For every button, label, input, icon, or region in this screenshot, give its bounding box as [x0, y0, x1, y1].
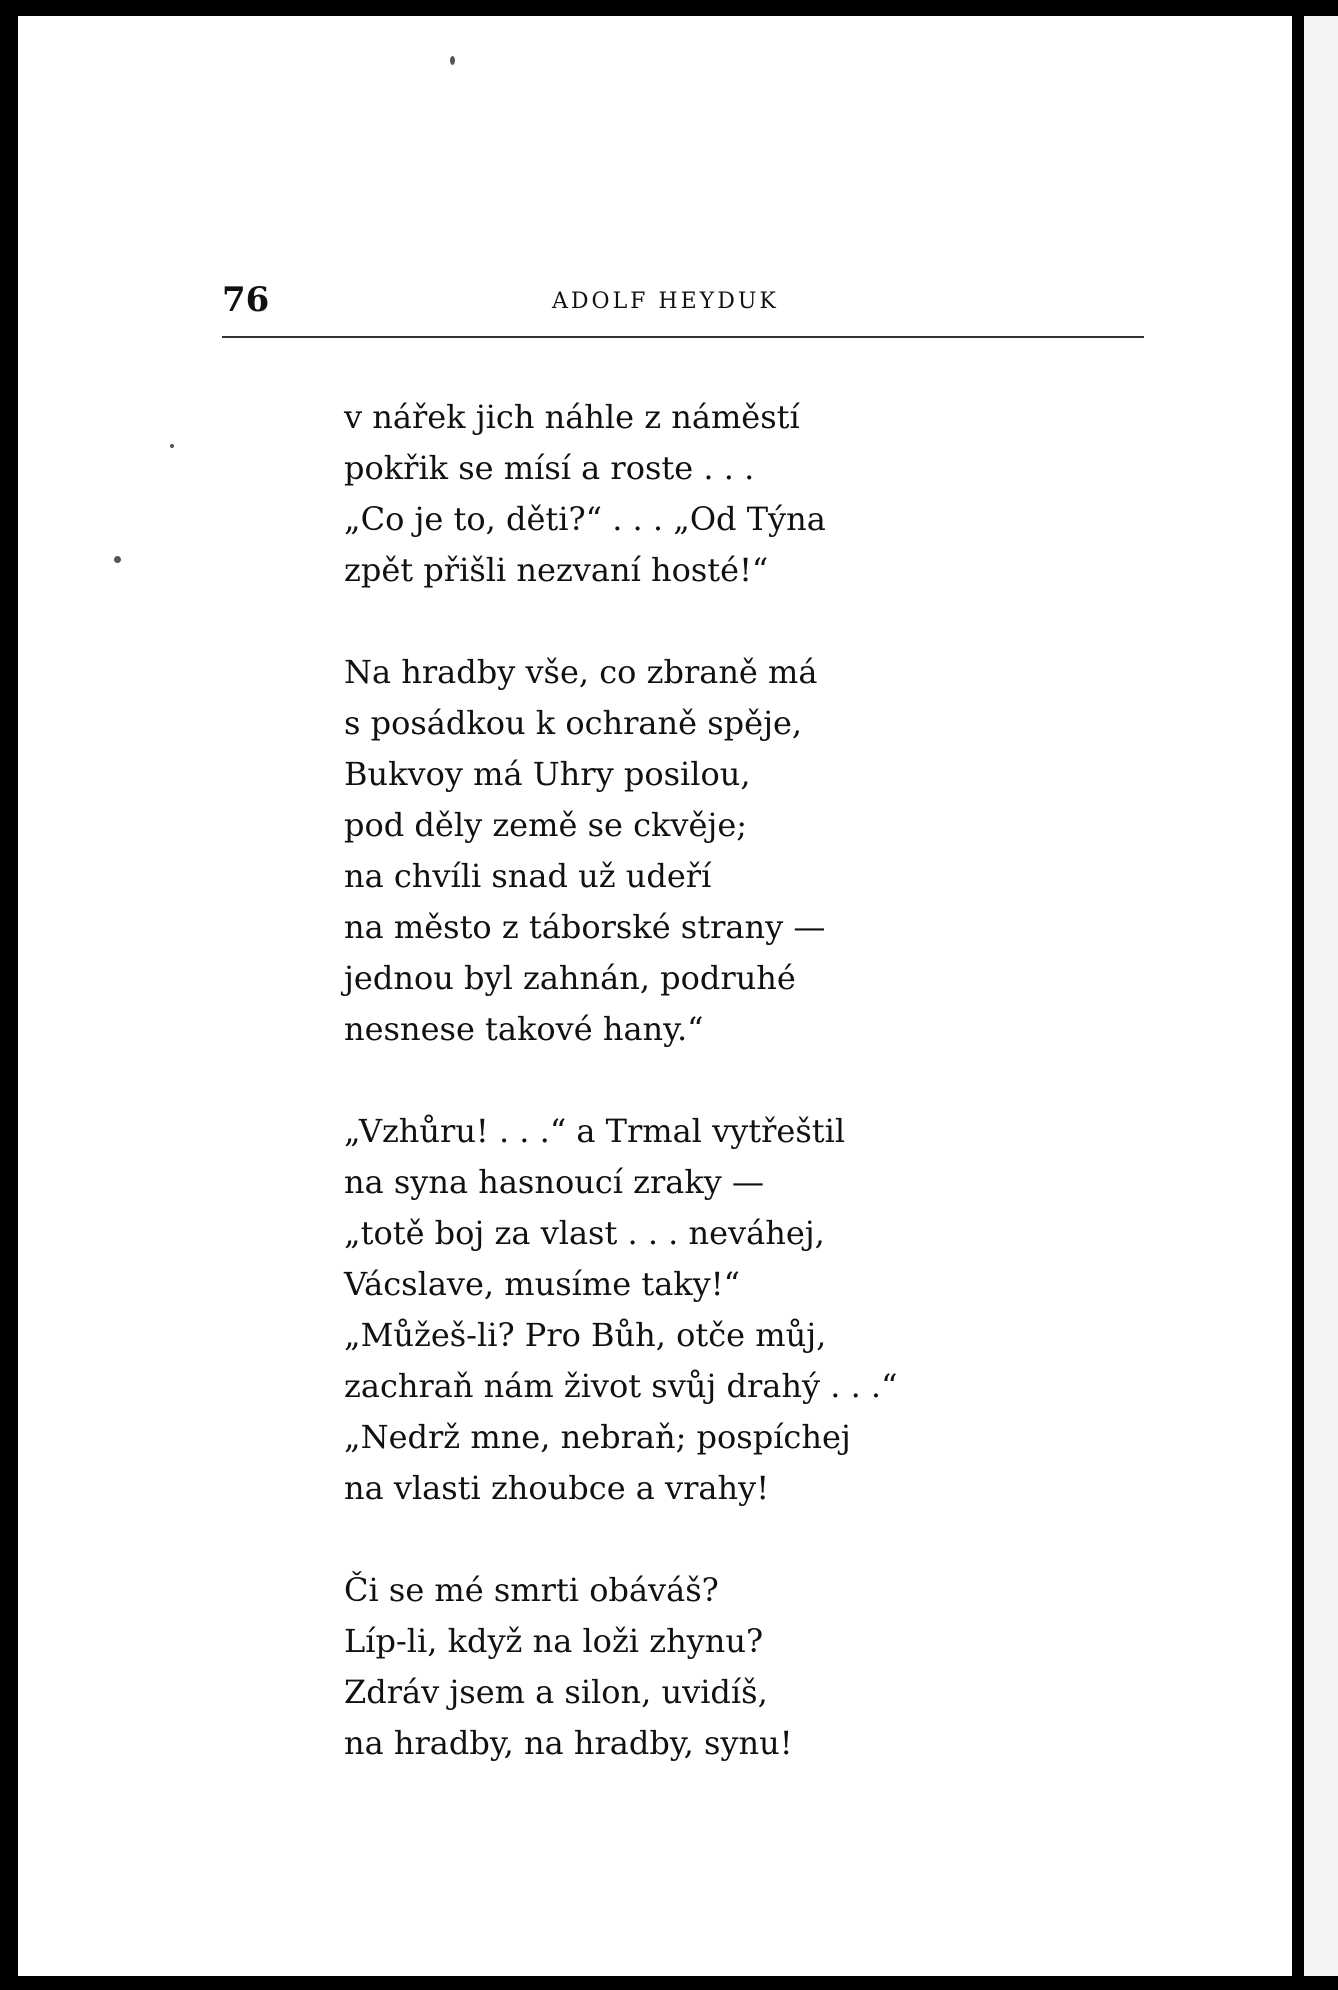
verse-line: „totě boj za vlast . . . neváhej,: [344, 1214, 825, 1252]
verse-line: zachraň nám život svůj drahý . . .“: [344, 1367, 898, 1405]
verse-line: Bukvoy má Uhry posilou,: [344, 755, 751, 793]
stanza: [344, 647, 1044, 1055]
verse-line: „Vzhůru! . . .“ a Trmal vytřeštil: [344, 1112, 846, 1150]
adjacent-page-edge: [1304, 16, 1338, 1976]
header-rule: [222, 336, 1144, 338]
verse-line: pod děly země se ckvěje;: [344, 806, 748, 844]
verse-line: na chvíli snad už udeří: [344, 857, 712, 895]
page-number: 76: [222, 280, 270, 320]
poem-text: [344, 392, 1044, 1820]
verse-line: na město z táborské strany —: [344, 908, 826, 946]
running-head: ADOLF HEYDUK: [552, 289, 779, 314]
stanza: [344, 1106, 1044, 1514]
verse-line: Na hradby vše, co zbraně má: [344, 653, 818, 691]
paper-speck: [114, 556, 121, 563]
verse-line: na hradby, na hradby, synu!: [344, 1724, 793, 1762]
stanza: [344, 392, 1044, 596]
paper-speck: [170, 444, 174, 448]
verse-line: s posádkou k ochraně spěje,: [344, 704, 803, 742]
verse-line: zpět přišli nezvaní hosté!“: [344, 551, 769, 589]
verse-line: jednou byl zahnán, podruhé: [344, 959, 796, 997]
verse-line: Vácslave, musíme taky!“: [344, 1265, 740, 1303]
verse-line: nesnese takové hany.“: [344, 1010, 704, 1048]
verse-line: „Co je to, děti?“ . . . „Od Týna: [344, 500, 826, 538]
verse-line: na syna hasnoucí zraky —: [344, 1163, 765, 1201]
verse-line: Či se mé smrti obáváš?: [344, 1571, 719, 1609]
verse-line: pokřik se mísí a roste . . .: [344, 449, 755, 487]
verse-line: Líp-li, když na loži zhynu?: [344, 1622, 764, 1660]
verse-line: na vlasti zhoubce a vrahy!: [344, 1469, 770, 1507]
verse-line: Zdráv jsem a silon, uvidíš,: [344, 1673, 768, 1711]
page-header: [222, 280, 1144, 320]
verse-line: „Nedrž mne, nebraň; pospíchej: [344, 1418, 851, 1456]
paper-speck: [450, 56, 455, 65]
page-gutter: [1292, 16, 1304, 1976]
verse-line: v nářek jich náhle z náměstí: [344, 398, 800, 436]
stanza: [344, 1565, 1044, 1769]
verse-line: „Můžeš-li? Pro Bůh, otče můj,: [344, 1316, 827, 1354]
